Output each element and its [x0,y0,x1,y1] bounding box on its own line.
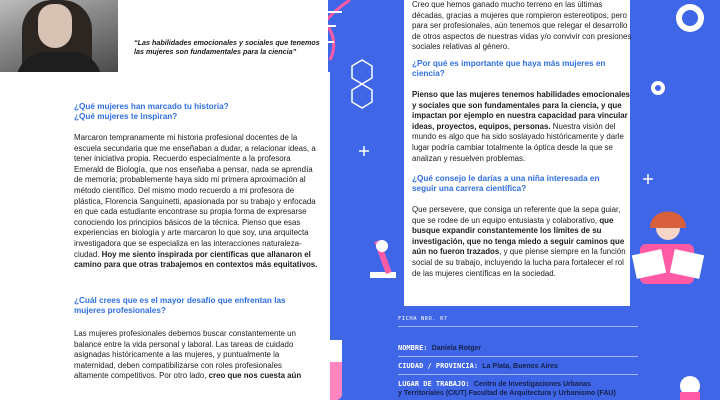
field-value: La Plata, Buenos Aires [482,363,558,370]
answer-text: , y que piense siempre en la función social de su trabajo, incluyendo la lucha para fortalecer el rol de las mujeres científicas en la sociedad. [412,247,626,278]
answer-highlight: Hoy me siento inspirada por científicas que allanaron el camino para que otras trabajemos en contextos más equitativos. [74,249,318,270]
field-label: LUGAR DE TRABAJO: [398,380,470,388]
field-label: NOMBRE: [398,344,428,352]
workplace-row [398,380,648,389]
sheet-number: FICHA NRO. 07 [398,316,448,322]
answer-text: Nuestra visión del mundo es algo que ha sido soslayado históricamente y darle lugar podría cambiar totalmente la óptica desde la que se analizan y resuelven problemas. [412,121,624,163]
answer-paragraph [74,329,318,382]
answer-paragraph: Creo que hemos ganado mucho terreno en las últimas décadas, gracias a mujeres que rompieron estereotipos, pero para ser profesionales, aún tenemos que relegar el desarrollo de otros aspectos de nuestras vidas y/o convivir con presiones sociales relativas al género. [412,0,632,52]
divider [398,374,638,375]
field-value: y Territoriales (CIUT) Facultad de Arquitectura y Urbanismo (FAU) [398,390,616,397]
divider [398,356,638,357]
answer-highlight: creo que nos cuesta aún [206,371,302,381]
person-icon [680,376,700,400]
answer-paragraph [74,133,318,271]
city-row [398,362,648,371]
field-label: CIUDAD / PROVINCIA: [398,362,479,370]
answer-text: Que persevere, que consiga un referente que la sepa guiar, que se rodee de un equipo entusiasta y colaborativo, [412,205,621,225]
answer-paragraph [412,90,634,164]
answer-paragraph [412,205,634,279]
question-heading: ¿Cuál crees que es el mayor desafío que enfrentan las mujeres profesionales? [74,296,286,315]
divider [398,326,638,327]
workplace-row-cont [398,389,648,398]
answer-highlight: que busque expandir constantemente los límites de su investigación, que no tenga miedo a seguir caminos que aún no fueron trazados [412,215,625,257]
astronaut-icon [676,4,704,32]
question-heading: ¿Qué consejo le darías a una niña interesada en seguir una carrera científica? [412,174,600,193]
field-value: Centro de Investigaciones Urbanas [473,381,591,388]
question-line: ¿Qué mujeres te inspiran? [74,112,178,121]
question-heading [74,102,314,122]
answer-highlight: Pienso que las mujeres tenemos habilidades emocionales y sociales que son fundamentales para la ciencia, y que impactan por ejemplo en nuestra capacidad para vincular ideas, proyectos, equipos, personas. [412,90,630,131]
answer-text: Marcaron tempranamente mi historia profesional docentes de la escuela secundaria que me enseñaban a dudar, a relacionar ideas, a tener iniciativa propia. Recuerdo especialmente a la profesora Emerald de Biología, que nos enseñaba a pensar, nada se aprendía de memoria; probablemente haya sido mi primera aproximación al método científico. Del mismo modo recuerdo a mi profesora de plástica, Florencia Sanguinetti, apasionada por su trabajo y enfocada en que cada estudiante encontrase su propia forma de expresarse conociendo los principios básicos de la técnica. Pienso que esas experiencias en biología y arte marcaron lo que soy, una arquitecta investigadora que se especializa en las interacciones naturaleza-ciudad. [74,133,316,259]
profile-card [0,0,328,72]
girl-reading-illustration [632,212,704,285]
microscope-icon [370,240,396,278]
pull-quote: “Las habilidades emocionales y sociales que tenemos las mujeres son fundamentales para la ciencia” [134,38,320,56]
answer-text: Las mujeres profesionales debemos buscar constantemente un balance entre la vida personal y laboral. Las tareas de cuidado asignadas históricamente a las mujeres, y puntualmente la maternidad, deben compatibilizarse con roles profesionales altamente competitivos. Por otro lado, [74,329,296,381]
field-value: Daniela Rotger [431,345,482,352]
gear-icon [651,81,665,95]
name-row [398,344,648,353]
molecule-icon [352,60,372,108]
question-line: ¿Qué mujeres han marcado tu historia? [74,102,229,111]
question-heading: ¿Por qué es importante que haya más mujeres en ciencia? [412,59,606,78]
portrait-photo [0,0,118,72]
